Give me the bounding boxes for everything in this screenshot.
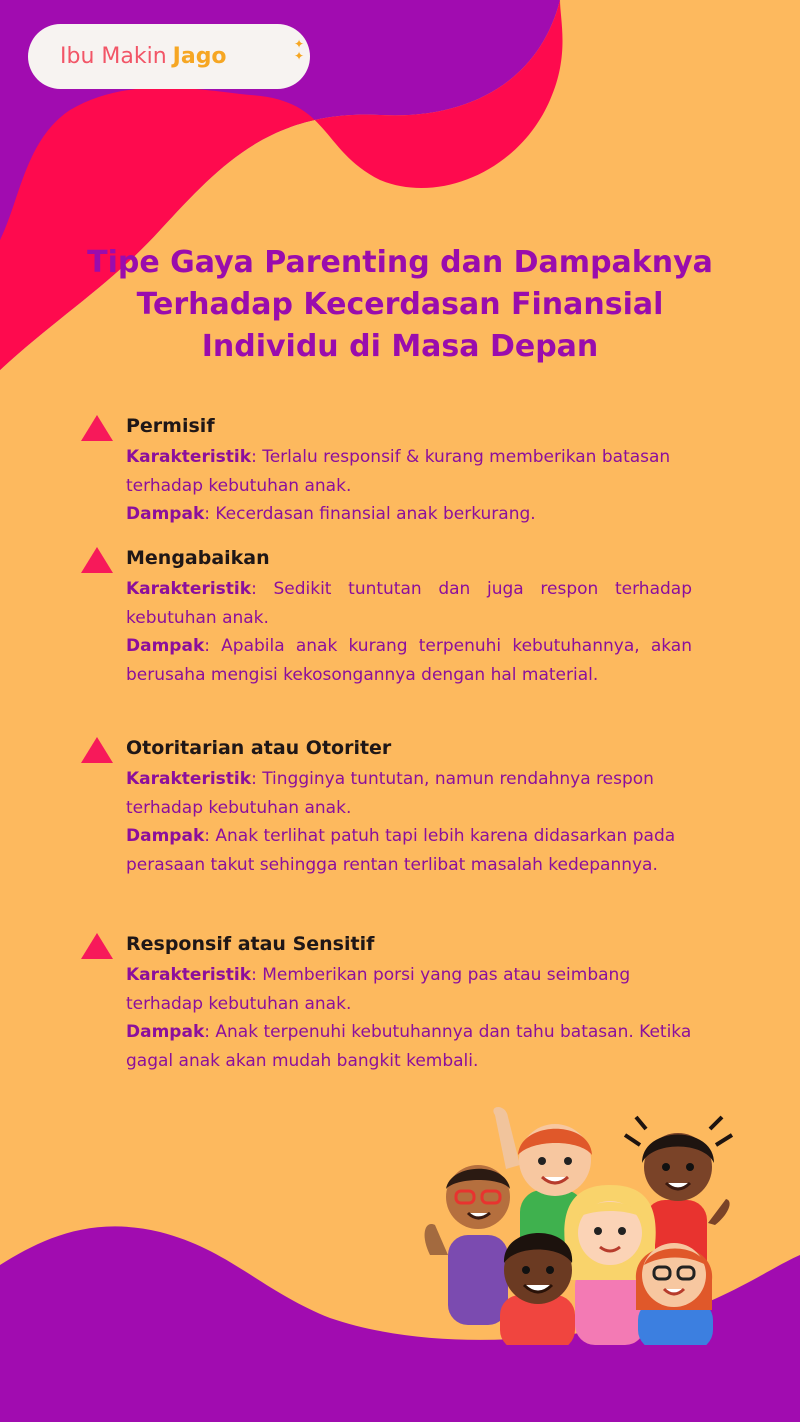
characteristic-text: : Tingginya tuntutan, namun rendahnya respon terhadap kebutuhan anak. <box>126 769 654 818</box>
item-heading: Otoritarian atau Otoriter <box>126 737 392 759</box>
impact-label: Dampak <box>126 1022 205 1042</box>
title-line: Tipe Gaya Parenting dan Dampaknya <box>87 245 713 280</box>
title-line: Terhadap Kecerdasan Finansial <box>136 287 664 322</box>
item-body <box>126 765 692 879</box>
characteristic-label: Karakteristik <box>126 769 252 789</box>
brand-logo <box>28 24 310 89</box>
impact-text: : Anak terpenuhi kebutuhannya dan tahu batasan. Ketika gagal anak akan mudah bangkit kembali. <box>126 1022 692 1071</box>
impact-text: : Apabila anak kurang terpenuhi kebutuhannya, akan berusaha mengisi kekosongannya dengan hal material. <box>126 636 692 685</box>
characteristic-label: Karakteristik <box>126 965 252 985</box>
impact-label: Dampak <box>126 826 205 846</box>
triangle-bullet-icon <box>80 736 114 764</box>
characteristic-text: : Terlalu responsif & kurang memberikan batasan terhadap kebutuhan anak. <box>126 447 671 496</box>
impact-label: Dampak <box>126 636 205 656</box>
item-heading: Responsif atau Sensitif <box>126 933 375 955</box>
characteristic-label: Karakteristik <box>126 447 252 467</box>
page-title <box>60 242 740 368</box>
triangle-bullet-icon <box>80 932 114 960</box>
child-figure <box>636 1243 713 1345</box>
child-figure <box>500 1233 575 1345</box>
impact-label: Dampak <box>126 504 205 524</box>
impact-text: : Kecerdasan finansial anak berkurang. <box>204 504 536 524</box>
characteristic-label: Karakteristik <box>126 579 252 599</box>
impact-text: : Anak terlihat patuh tapi lebih karena didasarkan pada perasaan takut sehingga rentan terlibat masalah kedepannya. <box>126 826 676 875</box>
item-heading: Mengabaikan <box>126 547 270 569</box>
characteristic-text: : Sedikit tuntutan dan juga respon terhadap kebutuhan anak. <box>126 579 692 628</box>
brand-name-accent: Jago <box>172 44 227 69</box>
triangle-bullet-icon <box>80 546 114 574</box>
triangle-bullet-icon <box>80 414 114 442</box>
sparkle-icon: ✦ ✦ <box>294 37 305 63</box>
item-body <box>126 961 692 1075</box>
child-figure <box>425 1165 510 1325</box>
item-body <box>126 575 692 689</box>
item-heading: Permisif <box>126 415 215 437</box>
title-line: Individu di Masa Depan <box>201 329 599 364</box>
item-body <box>126 443 692 529</box>
happy-children-illustration <box>410 1105 750 1345</box>
characteristic-text: : Memberikan porsi yang pas atau seimbang terhadap kebutuhan anak. <box>126 965 631 1014</box>
brand-name: Ibu Makin <box>60 44 167 69</box>
